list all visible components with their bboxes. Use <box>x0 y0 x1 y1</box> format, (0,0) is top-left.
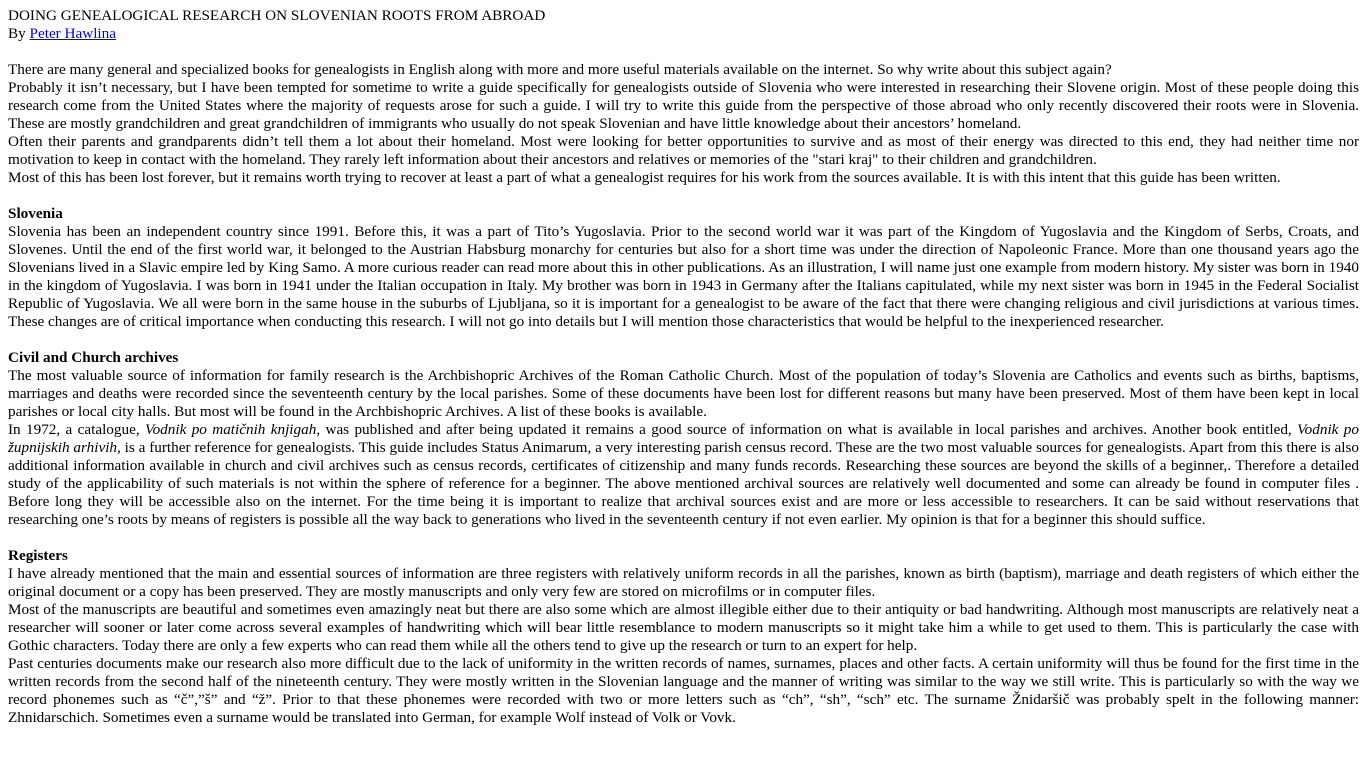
archives-paragraph-2 <box>8 421 1359 529</box>
spacer <box>8 331 1359 349</box>
archives-text: In 1972, a catalogue, <box>8 421 145 438</box>
archives-text: , was published and after being updated it remains a good source of information on what is available in local parishes and archives. Another book entitled, <box>316 421 1298 438</box>
author-link[interactable]: Peter Hawlina <box>29 25 116 42</box>
intro-paragraph-2: Probably it isn’t necessary, but I have been tempted for sometime to write a guide specifically for genealogists outside of Slovenia who were interested in researching their Slovene origin. Most of these people doing this research come from the United States where the majority of requests arose for such a guide. I will try to write this guide from the perspective of those abroad who only recently discovered their roots were in Slovenia. These are mostly grandchildren and great grandchildren of immigrants who usually do not speak Slovenian and have little knowledge about their ancestors’ homeland. <box>8 79 1359 132</box>
document-title: DOING GENEALOGICAL RESEARCH ON SLOVENIAN ROOTS FROM ABROAD <box>8 7 546 24</box>
slovenia-paragraph: Slovenia has been an independent country since 1991. Before this, it was a part of Tito’s Yugoslavia. Prior to the second world war it was part of the Kingdom of Yugoslavia and the Kingdom of Serbs, Croats, and Slovenes. Until the end of the first world war, it belonged to the Austrian Habsburg monarchy for centuries but also for a short time was under the direction of Napoleonic France. More than one thousand years ago the Slovenians lived in a Slavic empire led by King Samo. A more curious reader can read more about this in other publications. As an illustration, I will name just one example from modern history. My sister was born in 1940 in the kingdom of Yugoslavia. I was born in 1941 under the Italian occupation in Italy. My brother was born in 1943 in Germany after the Italians capitulated, while my next sister was born in 1945 in the Federal Socialist Republic of Yugoslavia. We all were born in the same house in the suburbs of Ljubljana, so it is important for a genealogist to be aware of the fact that there were changing religious and civil jurisdictions at various times. These changes are of critical importance when conducting this research. I will not go into details but I will mention those characteristics that would be helpful to the inexperienced researcher. <box>8 223 1359 330</box>
spacer <box>8 529 1359 547</box>
book-title-vodnik-maticnih: Vodnik po matičnih knjigah <box>145 421 317 438</box>
document-page <box>8 7 1359 727</box>
intro-paragraph-1: There are many general and specialized books for genealogists in English along with more and more useful materials available on the internet. So why write about this subject again? <box>8 61 1112 78</box>
byline <box>8 25 1359 43</box>
archives-text: , is a further reference for genealogists. This guide includes Status Animarum, a very interesting parish census record. These are the two most valuable sources for genealogists. Apart from this there is also additional information available in church and civil archives such as census records, certificates of citizenship and many funds records. Researching these sources are beyond the skills of a beginner,. Therefore a detailed study of the applicability of such materials is not within the sphere of reference for a beginner. The above mentioned archival sources are relatively well documented and some can already be found in computer files . Before long they will be accessible also on the internet. For the time being it is important to realize that archival sources exist and are more or less accessible to researchers. It can be said without reservations that researching one’s roots by means of registers is possible all the way back to generations who lived in the seventeenth century if not even earlier. My opinion is that for a beginner this should suffice. <box>8 439 1359 528</box>
archives-paragraph-1: The most valuable source of information for family research is the Archbishopric Archives of the Roman Catholic Church. Most of the population of today’s Slovenia are Catholics and events such as births, baptisms, marriages and deaths were recorded since the seventeenth century by the local parishes. Some of these documents have been lost for different reasons but many have been preserved. Most of them have been kept in local parishes or local city halls. But most will be found in the Archbishopric Archives. A list of these books is available. <box>8 367 1359 420</box>
spacer <box>8 187 1359 205</box>
byline-prefix: By <box>8 25 26 42</box>
intro-paragraph-4: Most of this has been lost forever, but it remains worth trying to recover at least a part of what a genealogist requires for his work from the sources available. It is with this intent that this guide has been written. <box>8 169 1281 186</box>
section-heading-slovenia: Slovenia <box>8 205 63 222</box>
spacer <box>8 43 1359 61</box>
registers-paragraph-2: Most of the manuscripts are beautiful and sometimes even amazingly neat but there are also some which are almost illegible either due to their antiquity or bad handwriting. Although most manuscripts are relatively neat a researcher will sooner or later come across several examples of handwriting which will bear little resemblance to modern manuscripts so it might take him a while to get used to them. This is particularly the case with Gothic characters. Today there are only a few experts who can read them while all the others tend to give up the research or turn to an expert for help. <box>8 601 1359 654</box>
section-heading-archives: Civil and Church archives <box>8 349 179 366</box>
registers-paragraph-1: I have already mentioned that the main and essential sources of information are three registers with relatively uniform records in all the parishes, known as birth (baptism), marriage and death registers of which either the original document or a copy has been preserved. They are mostly manuscripts and only very few are stored on microfilms or in computer files. <box>8 565 1359 600</box>
book-title-vodnik-zupnijskih: Vodnik po župnijskih arhivih <box>8 421 1359 456</box>
registers-paragraph-3: Past centuries documents make our research also more difficult due to the lack of uniformity in the written records of names, surnames, places and other facts. A certain uniformity will thus be found for the first time in the written records from the second half of the nineteenth century. They were mostly written in the Slovenian language and the manner of writing was similar to the way we still write. This is particularly so with the way we record phonemes such as “č”,”š” and “ž”. Prior to that these phonemes were recorded with two or more letters such as “ch”, “sh”, “sch” etc. The surname Žnidaršič was probably spelt in the following manner: Zhnidarschich. Sometimes even a surname would be translated into German, for example Wolf instead of Volk or Vovk. <box>8 655 1359 726</box>
intro-paragraph-3: Often their parents and grandparents didn’t tell them a lot about their homeland. Most were looking for better opportunities to survive and as most of their energy was directed to this end, they had neither time nor motivation to keep in contact with the homeland. They rarely left information about their ancestors and relatives or memories of the "stari kraj" to their children and grandchildren. <box>8 133 1359 168</box>
section-heading-registers: Registers <box>8 547 68 564</box>
